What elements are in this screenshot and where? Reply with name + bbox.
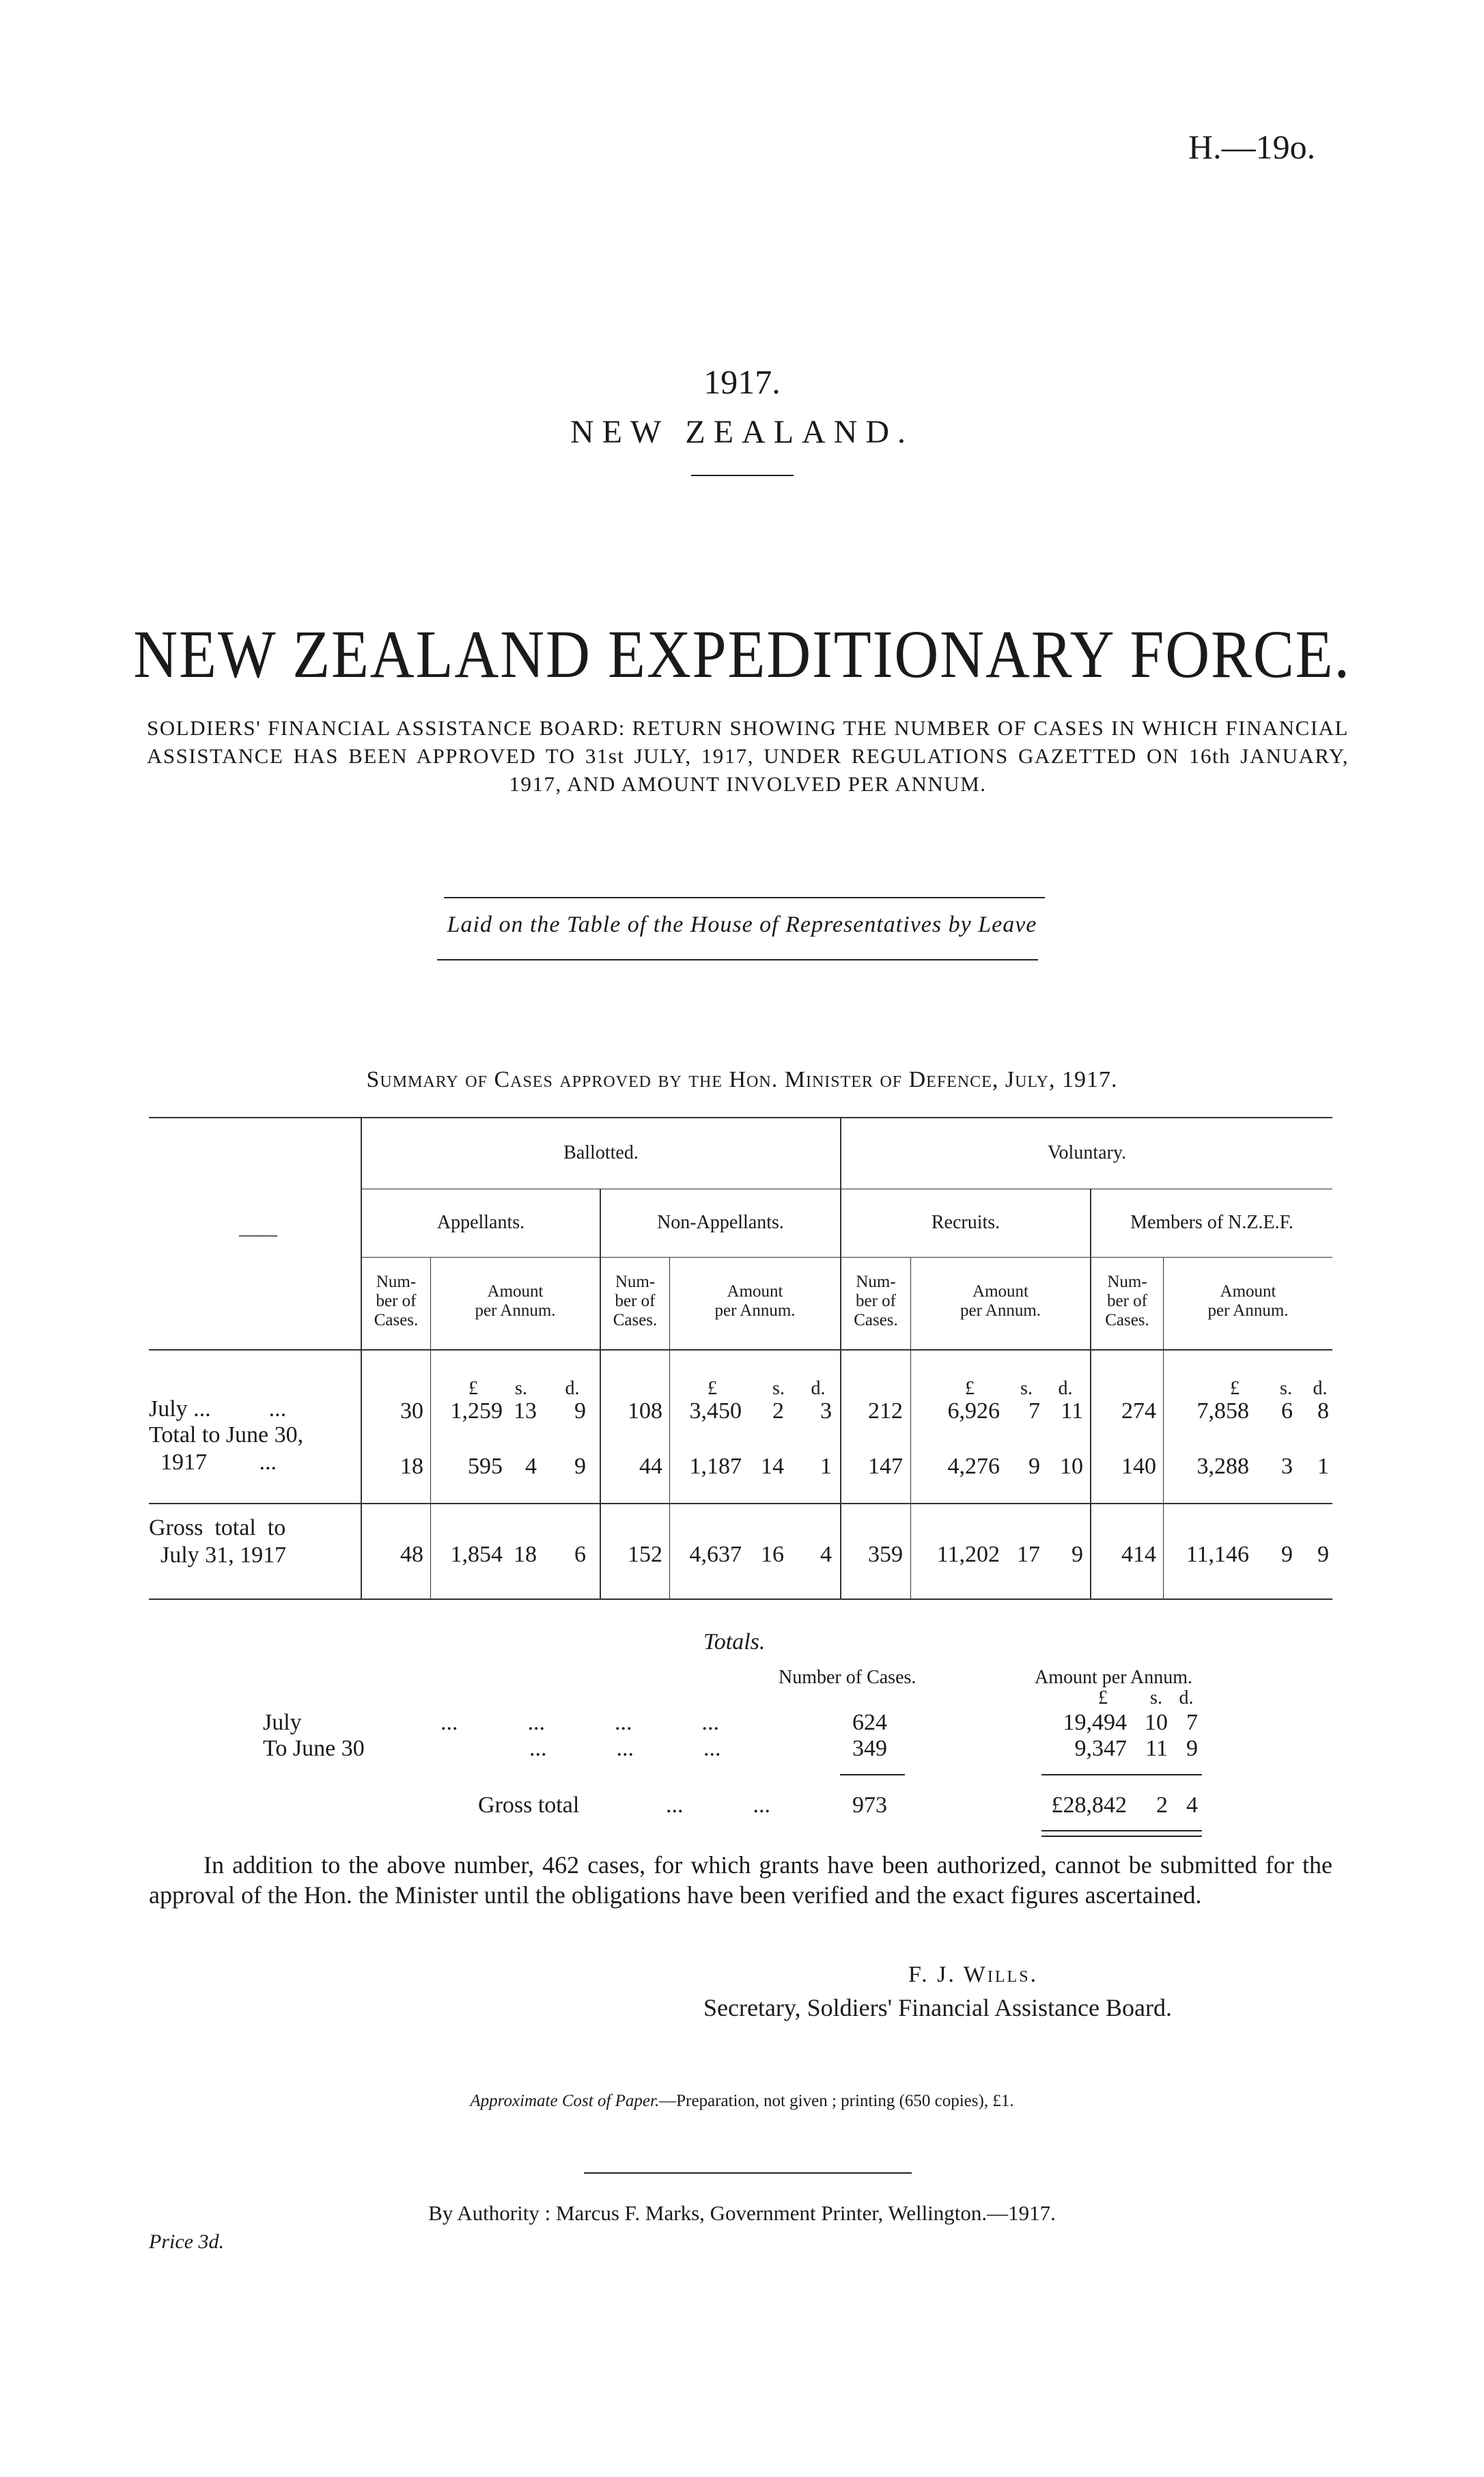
divider [437,959,1038,960]
totals-pence: 9 [1186,1736,1198,1761]
totals-gross-pounds: £28,842 [1051,1793,1127,1818]
cell-pence: 1 [820,1454,832,1479]
cell-cases: 44 [639,1454,662,1479]
totals-gross-label: Gross total [478,1793,580,1818]
table-rule [149,1349,1332,1351]
cell-shillings: 6 [1281,1398,1293,1424]
cell-pounds: 11,202 [936,1542,1000,1567]
document-reference: H.—19o. [1188,128,1316,166]
col-header-amount: Amount per Annum. [1207,1282,1289,1320]
signer-title: Secretary, Soldiers' Financial Assistance Board. [703,1994,1172,2021]
col-header-amount: Amount per Annum. [960,1282,1041,1320]
country-heading: NEW ZEALAND. [570,414,914,450]
unit-pounds: £ [708,1378,717,1399]
cell-pence: 9 [1317,1542,1329,1567]
laid-on-table-line: Laid on the Table of the House of Representatives by Leave [447,912,1037,937]
row-label-total-to-june: Total to June 30, 1917 ... [149,1422,304,1475]
col-header-number: Num- ber of Cases. [854,1273,898,1329]
cell-pounds: 7,858 [1196,1398,1249,1424]
cell-pence: 8 [1317,1398,1329,1424]
subgroup-header-non-appellants: Non-Appellants. [657,1212,784,1233]
group-header-voluntary: Voluntary. [1047,1142,1127,1163]
cell-shillings: 16 [761,1542,784,1567]
col-header-number: Num- ber of Cases. [374,1273,419,1329]
totals-col-amount: Amount per Annum. [1035,1667,1192,1688]
totals-pence: 7 [1186,1710,1198,1735]
col-header-amount: Amount per Annum. [475,1282,556,1320]
cell-pence: 6 [574,1542,586,1567]
table-col-rule [1090,1189,1091,1599]
cell-shillings: 14 [761,1454,784,1479]
divider [584,2172,912,2174]
cell-cases: 359 [868,1542,903,1567]
unit-shillings: s. [1020,1378,1033,1399]
totals-unit-pence: d. [1179,1687,1194,1708]
totals-pounds: 9,347 [1074,1736,1127,1761]
group-header-ballotted: Ballotted. [563,1142,639,1163]
unit-pounds: £ [468,1378,478,1399]
cost-note [0,2092,1484,2111]
cell-shillings: 9 [1028,1454,1040,1479]
table-col-rule [600,1189,601,1599]
unit-pence: d. [811,1378,826,1399]
cell-pence: 9 [574,1454,586,1479]
divider [444,897,1045,898]
col-header-amount: Amount per Annum. [714,1282,796,1320]
divider [691,475,794,476]
col-header-number: Num- ber of Cases. [613,1273,658,1329]
table-col-rule [840,1117,841,1599]
cell-shillings: 18 [514,1542,537,1567]
totals-shillings: 10 [1145,1710,1168,1735]
explanatory-note: In addition to the above number, 462 cases, for which grants have been authorized, cannot be submitted for the approval of the Hon. the Minister until the obligations have been verified and the exact figures ascertained. [149,1851,1332,1909]
table-rule [361,1257,1332,1258]
totals-gross-shillings: 2 [1156,1793,1168,1818]
main-title: NEW ZEALAND EXPEDITIONARY FORCE. [133,616,1351,692]
cell-cases: 18 [400,1454,423,1479]
subgroup-header-members: Members of N.Z.E.F. [1130,1212,1293,1233]
year-heading: 1917. [703,363,781,401]
cell-pounds: 6,926 [947,1398,1000,1424]
cell-shillings: 4 [525,1454,537,1479]
totals-gross-cases: 973 [852,1793,887,1818]
cell-cases: 414 [1121,1542,1156,1567]
cell-pence: 10 [1060,1454,1083,1479]
cell-pence: 9 [574,1398,586,1424]
cell-pounds: 3,288 [1196,1454,1249,1479]
cell-pounds: 595 [468,1454,503,1479]
cell-pounds: 11,146 [1186,1542,1249,1567]
printer-authority: By Authority : Marcus F. Marks, Government Printer, Wellington.—1917. [428,2201,1056,2225]
unit-shillings: s. [515,1378,527,1399]
cell-pence: 9 [1072,1542,1083,1567]
cell-pounds: 1,854 [450,1542,503,1567]
totals-subtotal-rule [1041,1774,1202,1775]
cell-cases: 212 [868,1398,903,1424]
cell-shillings: 2 [772,1398,784,1424]
totals-unit-shillings: s. [1150,1687,1162,1708]
leader-dots: ... ... ... ... [440,1710,719,1735]
cell-shillings: 9 [1281,1542,1293,1567]
cell-pence: 1 [1317,1454,1329,1479]
leader-dots: ... ... [666,1793,770,1818]
cell-shillings: 7 [1028,1398,1040,1424]
cell-shillings: 3 [1281,1454,1293,1479]
totals-heading: Totals. [703,1629,766,1655]
totals-unit-pounds: £ [1098,1687,1108,1708]
summary-table [149,1117,1332,1602]
cost-note-text: —Preparation, not given ; printing (650 copies), £1. [659,2092,1014,2110]
cell-pounds: 1,259 [450,1398,503,1424]
row-label-july: July ... ... [149,1396,287,1422]
unit-pence: d. [565,1378,580,1399]
totals-shillings: 11 [1145,1736,1168,1761]
cell-cases: 152 [628,1542,662,1567]
cell-pounds: 1,187 [689,1454,742,1479]
cell-pence: 11 [1061,1398,1083,1424]
cell-pounds: 4,637 [689,1542,742,1567]
totals-pounds: 19,494 [1063,1710,1127,1735]
col-header-number: Num- ber of Cases. [1105,1273,1149,1329]
unit-shillings: s. [772,1378,785,1399]
unit-pence: d. [1058,1378,1073,1399]
summary-heading: Summary of Cases approved by the Hon. Minister of Defence, July, 1917. [366,1067,1118,1092]
table-rule-top [149,1117,1332,1118]
totals-row-label: July [263,1710,302,1735]
cell-cases: 274 [1121,1398,1156,1424]
stub-dash: —— [239,1224,277,1245]
table-col-rule [361,1117,362,1599]
totals-cases: 349 [852,1736,887,1761]
table-rule [149,1503,1332,1504]
cell-shillings: 13 [514,1398,537,1424]
totals-row-label: To June 30 [263,1736,365,1761]
price: Price 3d. [149,2230,224,2253]
totals-double-rule [1041,1836,1202,1837]
cell-pounds: 4,276 [947,1454,1000,1479]
totals-double-rule [1041,1830,1202,1831]
subgroup-header-recruits: Recruits. [931,1212,1000,1233]
table-rule-bottom [149,1599,1332,1600]
totals-cases: 624 [852,1710,887,1735]
cost-note-label: Approximate Cost of Paper. [470,2092,660,2110]
cell-cases: 140 [1121,1454,1156,1479]
cell-cases: 108 [628,1398,662,1424]
unit-pounds: £ [965,1378,975,1399]
totals-gross-pence: 4 [1186,1793,1198,1818]
cell-shillings: 17 [1017,1542,1040,1567]
cell-pence: 4 [820,1542,832,1567]
subtitle: SOLDIERS' FINANCIAL ASSISTANCE BOARD: RETURN SHOWING THE NUMBER OF CASES IN WHICH FINANCIAL ASSISTANCE HAS BEEN APPROVED TO 31st JULY, 1917, UNDER REGULATIONS GAZETTED ON 16th JANUARY, 1917, AND AMOUNT INVOLVED PER ANNUM. [147,716,1349,796]
cell-cases: 147 [868,1454,903,1479]
unit-pence: d. [1313,1378,1328,1399]
cell-cases: 30 [400,1398,423,1424]
cell-pence: 3 [820,1398,832,1424]
row-label-gross-total: Gross total to July 31, 1917 [149,1515,287,1568]
leader-dots: ... ... ... [529,1736,721,1761]
cell-cases: 48 [400,1542,423,1567]
totals-subtotal-rule [840,1774,905,1775]
subgroup-header-appellants: Appellants. [436,1212,525,1233]
signer-name: F. J. Wills. [908,1962,1039,1987]
totals-col-cases: Number of Cases. [779,1667,916,1688]
unit-shillings: s. [1280,1378,1292,1399]
cell-pounds: 3,450 [689,1398,742,1424]
unit-pounds: £ [1230,1378,1240,1399]
